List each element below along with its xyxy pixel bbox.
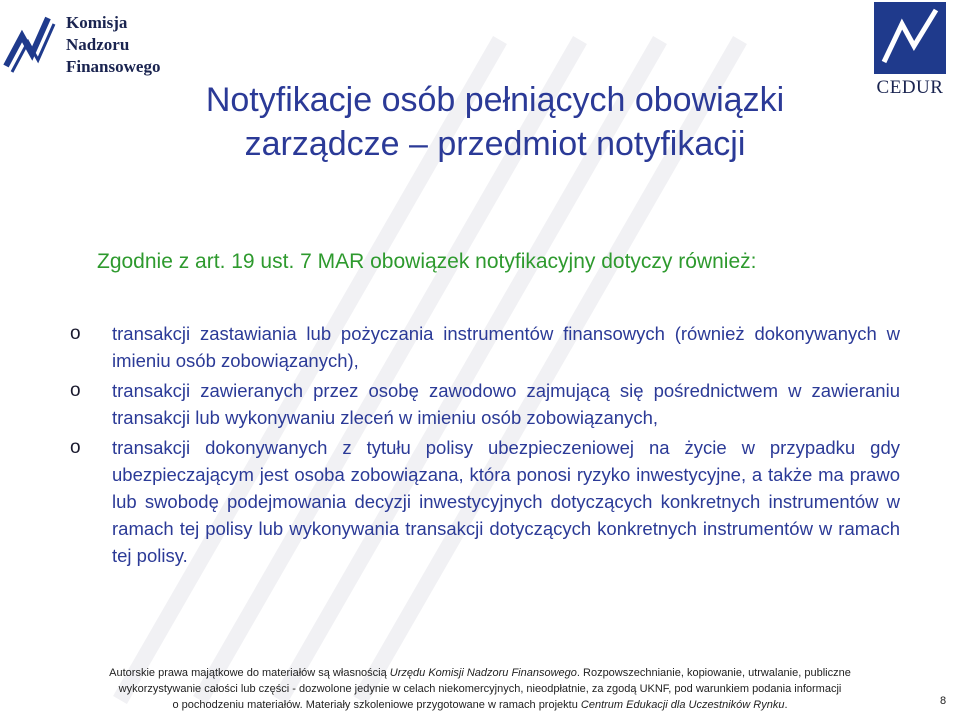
knf-logo	[2, 8, 172, 78]
footer-text: .	[784, 699, 788, 711]
cedur-emblem-icon	[874, 2, 946, 74]
footer-project-name: Centrum Edukacji dla Uczestników Rynku	[580, 699, 785, 711]
footer-line-3	[40, 697, 920, 713]
knf-wordmark	[66, 12, 160, 78]
footer-text: . Rozpowszechnianie, kopiowanie, utrwalanie, publiczne	[576, 667, 851, 679]
knf-line: Nadzoru	[66, 35, 130, 54]
footer-text: o pochodzeniu materiałów. Materiały szkoleniowe przygotowane w ramach projektu	[172, 699, 581, 711]
footer-org-name: Urzędu Komisji Nadzoru Finansowego	[389, 667, 577, 679]
bullet-text: transakcji zawieranych przez osobę zawodowo zajmującą się pośrednictwem w zawieraniu transakcji lub wykonywaniu zleceń w imieniu osób zobowiązanych,	[112, 380, 900, 428]
page-number: 8	[940, 695, 947, 707]
list-item	[70, 377, 900, 431]
cedur-wordmark: CEDUR	[876, 77, 944, 98]
title-line-1: Notyfikacje osób pełniących obowiązki	[205, 81, 785, 119]
title-line-2: zarządcze – przedmiot notyfikacji	[244, 125, 746, 163]
knf-emblem-icon	[2, 8, 62, 78]
knf-line: Komisja	[66, 13, 128, 32]
bullet-mark: o	[70, 380, 81, 401]
bullet-text: transakcji zastawiania lub pożyczania instrumentów finansowych (również dokonywanych w imieniu osób zobowiązanych),	[112, 323, 900, 371]
bullet-text: transakcji dokonywanych z tytułu polisy ubezpieczeniowej na życie w przypadku gdy ubezpieczającym jest osoba zobowiązana, która ponosi ryzyko inwestycyjne, a także ma prawo lub swobodę podejmowania decyzji inwestycyjnych dotyczących konkretnych instrumentów w ramach tej polisy lub wykonywania transakcji dotyczących konkretnych instrumentów w ramach tej polisy.	[112, 437, 900, 566]
page-title	[120, 78, 870, 166]
cedur-logo	[868, 2, 952, 102]
footer-line-1	[40, 665, 920, 681]
copyright-footer	[40, 665, 920, 713]
bullet-mark: o	[70, 437, 81, 458]
knf-line: Finansowego	[66, 57, 161, 76]
list-item	[70, 434, 900, 569]
bullet-list	[70, 320, 900, 569]
list-item	[70, 320, 900, 374]
footer-text: Autorskie prawa majątkowe do materiałów są własnością	[109, 667, 390, 679]
footer-line-2: wykorzystywanie całości lub części - dozwolone jedynie w celach niekomercyjnych, nieodpłatnie, za zgodą UKNF, pod warunkiem podania informacji	[118, 683, 842, 695]
intro-text: Zgodnie z art. 19 ust. 7 MAR obowiązek notyfikacyjny dotyczy również:	[97, 250, 757, 273]
bullet-mark: o	[70, 323, 81, 344]
